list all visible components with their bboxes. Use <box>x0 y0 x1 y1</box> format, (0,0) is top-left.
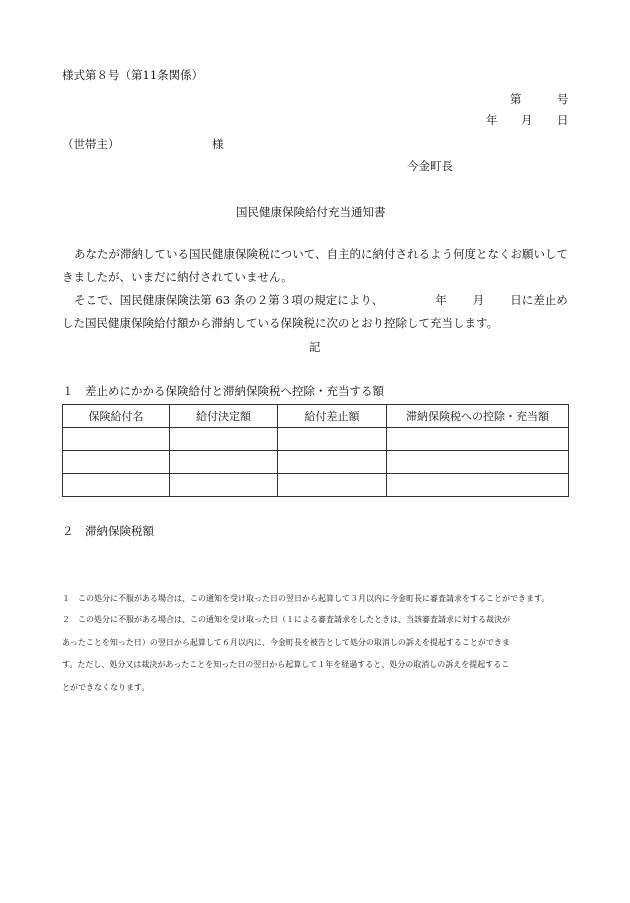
table-cell <box>63 474 170 497</box>
table-cell <box>387 428 569 451</box>
number-label-dai: 第 <box>510 92 522 106</box>
table-cell <box>170 451 278 474</box>
deduction-table <box>62 404 569 497</box>
section2-heading: ２ 滞納保険税額 <box>62 524 154 538</box>
table-row <box>63 474 569 497</box>
note-2-line-4: とができなくなります。 <box>62 683 150 692</box>
date-month-label: 月 <box>521 113 533 127</box>
table-cell <box>278 474 387 497</box>
col-benefit-name: 保険給付名 <box>63 405 170 428</box>
paragraph2-month: 月 <box>472 293 485 307</box>
note-2-line-3: す。ただし、処分又は裁決があったことを知った日の翌日から起算して１年を経過すると、処分の取消しの訴えを提起するこ <box>62 660 510 669</box>
table-cell <box>278 428 387 451</box>
form-number: 様式第８号（第11条関係） <box>62 68 204 82</box>
table-cell <box>387 474 569 497</box>
table-cell <box>387 451 569 474</box>
date-year-label: 年 <box>486 113 498 127</box>
note-2-line-2: あったことを知った日）の翌日から起算して６月以内に、今金町長を被告として処分の取消しの訴えを提起することができま <box>62 638 510 647</box>
note-1: １ この処分に不服がある場合は、この通知を受け取った日の翌日から起算して３月以内に今金町長に審査請求をすることができます。 <box>62 594 550 603</box>
table-row <box>63 451 569 474</box>
section1-heading: １ 差止めにかかる保険給付と滞納保険税へ控除・充当する額 <box>62 384 384 398</box>
addressee-prefix: （世帯主） <box>62 137 120 151</box>
paragraph2-year: 年 <box>435 293 447 307</box>
number-label-go: 号 <box>557 92 569 106</box>
addressee-suffix: 様 <box>212 137 224 151</box>
body-paragraph-1: あなたが滞納している国民健康保険税について、自主的に納付されるよう何度となくお願いしてきましたが、いまだに納付されていません。 <box>62 247 569 284</box>
paragraph2-end: 日に差止めした国民健康保険給付額から滞納している保険税に次のとおり控除して充当します。 <box>62 293 568 330</box>
table-cell <box>170 428 278 451</box>
table-row <box>63 428 569 451</box>
col-benefit-suspended-amount: 給付差止額 <box>278 405 387 428</box>
table-cell <box>278 451 387 474</box>
date-day-label: 日 <box>557 113 569 127</box>
ki-mark: 記 <box>309 340 321 354</box>
body-paragraph-2 <box>62 289 574 335</box>
col-benefit-decision-amount: 給付決定額 <box>170 405 278 428</box>
table-cell <box>63 428 170 451</box>
table-cell <box>63 451 170 474</box>
note-2-line-1: ２ この処分に不服がある場合は、この通知を受け取った日（１による審査請求をしたときは、当該審査請求に対する裁決が <box>62 615 510 624</box>
issuer: 今金町長 <box>407 159 453 173</box>
paragraph2-start: そこで、国民健康保険法第 63 条の２第３項の規定により、 <box>74 293 384 307</box>
table-cell <box>170 474 278 497</box>
col-deduction-amount: 滞納保険税への控除・充当額 <box>387 405 569 428</box>
document-title: 国民健康保険給付充当通知書 <box>236 205 386 219</box>
table-header-row <box>63 405 569 428</box>
